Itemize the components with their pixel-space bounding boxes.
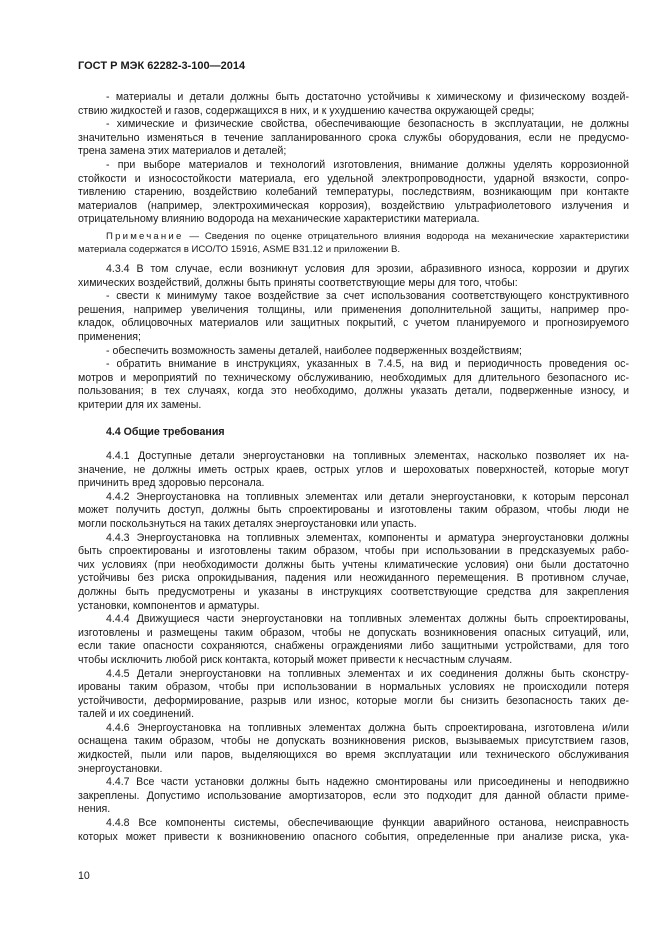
- text-line: которых может привести к возникновению опасного события, определенные при анализе риска, ука-: [78, 830, 629, 843]
- text-line: решения, например увеличения толщины, или применения дополнительной защиты, например про-: [78, 303, 629, 316]
- document-header: ГОСТ Р МЭК 62282-3-100—2014: [78, 60, 246, 72]
- paragraph: [78, 668, 629, 722]
- text-line: стойкости и износостойкости материала, его удельной электропроводности, ударной вязкости, сопро-: [78, 172, 629, 185]
- text-line: критерии для их замены.: [78, 398, 202, 411]
- text-line: ствию жидкостей и газов, содержащихся в них, и к ухудшению качества окружающей среды;: [78, 104, 535, 117]
- text-line: жидкостей, пыли или паров, выделяющихся во время эксплуатации или технического обслуживания: [78, 749, 629, 762]
- paragraph: [78, 358, 629, 412]
- text-line: - при выборе материалов и технологий изготовления, внимание должны уделять коррозионной: [106, 158, 629, 171]
- text-line: значение, не должны иметь острых краев, острых углов и шероховатых поверхностей, которые могут: [78, 463, 629, 476]
- text-line: применения;: [78, 330, 141, 343]
- text-line: - свести к минимуму такое воздействие за счет использования соответствующего конструктивного: [106, 290, 629, 303]
- paragraph: [78, 450, 629, 491]
- text-line: если такие опасности сохраняются, снабжены ограждениями либо защитными устройствами, для того: [78, 640, 629, 653]
- text-line: трена замена этих материалов и деталей;: [78, 145, 287, 158]
- paragraph: [78, 776, 629, 817]
- text-line: устойчивости, деформирование, разрыв или износ, которые могли бы снизить безопасность таких де-: [78, 694, 629, 707]
- text-line: 4.4.1 Доступные детали энергоустановки на топливных элементах, насколько позволяет их на-: [106, 450, 629, 462]
- text-line: 4.4.7 Все части установки должны быть надежно смонтированы или присоединены и неподвижно: [106, 776, 629, 789]
- paragraph: [78, 491, 629, 532]
- text-line: значительно изменяться в течение запланированного срока службы оборудования, если не предусмо-: [78, 131, 629, 144]
- text-line: 4.4.4 Движущиеся части энергоустановки на топливных элементах должны быть спроектированы,: [106, 613, 629, 626]
- text-line: материалов (например, электрохимическая коррозия), воздействию ультрафиолетового излучения и: [78, 199, 629, 212]
- text-line: ированы таким образом, чтобы при использовании в нормальных условиях не происходили потеря: [78, 681, 629, 694]
- text-line: - химические и физические свойства, обеспечивающие безопасность в эксплуатации, не должны: [106, 118, 629, 131]
- text-line: 4.4.8 Все компоненты системы, обеспечивающие функции аварийного останова, неисправность: [106, 817, 629, 830]
- note-label: Примечание: [106, 231, 184, 242]
- paragraph: [78, 118, 629, 159]
- paragraph: [78, 159, 629, 227]
- text-line: устойчивы без риска опрокидывания, падения или неожиданного перемещения. В противном случае,: [78, 572, 629, 585]
- group3: [78, 450, 629, 844]
- text-line: причинить вред здоровью персонала.: [78, 477, 265, 490]
- text-line: может получить доступ, должны быть спроектированы и изготовлены таким образом, чтобы люди не: [78, 504, 629, 517]
- text-line: нения.: [78, 803, 111, 816]
- text-line: 4.4.6 Энергоустановка на топливных элементах должна быть спроектирована, изготовлена и/или: [106, 721, 629, 734]
- note-line-2: материала содержатся в ИСО/ТО 15916, ASME B31.12 и приложении В.: [78, 243, 401, 255]
- text-line: мотров и мероприятий по техническому обслуживанию, необходимых для длительного безопасного ис-: [78, 371, 629, 384]
- text-line: - обратить внимание в инструкциях, указанных в 7.4.5, на вид и периодичность проведения ос-: [106, 358, 629, 371]
- text-line: закреплены. Допустимо использование амортизаторов, если это подходит для данной области приме-: [78, 789, 629, 802]
- paragraph: [78, 290, 629, 344]
- text-line: установки, компонентов и арматуры.: [78, 599, 260, 612]
- note: [78, 231, 629, 256]
- section-heading: 4.4 Общие требования: [106, 426, 225, 438]
- text-line: талей и их соединений.: [78, 708, 195, 721]
- text-line: чтобы исключить любой риск контакта, который может привести к несчастным случаям.: [78, 653, 513, 666]
- text-line: могли поскользнуться на таких деталях энергоустановки или упасть.: [78, 517, 417, 530]
- text-line: 4.4.3 Энергоустановка на топливных элементах, компоненты и арматура энергоустановки должны: [106, 531, 629, 544]
- paragraph: [78, 817, 629, 844]
- note-text-1: — Сведения по оценке отрицательного влияния водорода на механические характеристики: [189, 231, 629, 242]
- text-line: тивлению старению, воздействию колебаний температуры, последствиям, возникающим при контакте: [78, 186, 629, 199]
- text-line: пользования; в тех случаях, когда это необходимо, должны указать детали, подверженные износу, и: [78, 385, 629, 398]
- text-line: изготовлены и размещены таким образом, чтобы не допускать возникновения опасных ситуаций, или,: [78, 626, 629, 639]
- paragraph: [78, 91, 629, 118]
- group1: [78, 91, 629, 227]
- paragraph: [78, 613, 629, 667]
- paragraph: [78, 722, 629, 776]
- paragraph: [78, 263, 629, 290]
- text-line: чих условиях (при необходимости должны быть учтены климатические условия) они были достаточно: [78, 558, 629, 571]
- text-line: 4.4.2 Энергоустановка на топливных элементах или детали энергоустановки, к которым персонал: [106, 490, 629, 503]
- text-line: быть спроектированы и изготовлены таким образом, чтобы при использовании в предсказуемых рабо-: [78, 545, 629, 558]
- paragraph: [78, 532, 629, 614]
- note-line-1: [78, 231, 629, 244]
- text-line: отрицательному влиянию водорода на механические характеристики материала.: [78, 213, 480, 226]
- text-line: - обеспечить возможность замены деталей, наиболее подверженных воздействиям;: [106, 344, 522, 357]
- page-number: 10: [78, 870, 90, 882]
- group2: [78, 263, 629, 413]
- text-line: кладок, облицовочных материалов или защитных покрытий, с учетом планируемого и прогнозируемого: [78, 317, 629, 330]
- text-line: должны быть предусмотрены и указаны в инструкциях соответствующие средства для закрепления: [78, 585, 629, 598]
- text-line: 4.4.5 Детали энергоустановки на топливных элементах и их соединения должны быть сконстру-: [106, 667, 629, 680]
- text-line: химических воздействий, должны быть приняты соответствующие меры для того, чтобы:: [78, 276, 518, 289]
- text-line: 4.3.4 В том случае, если возникнут условия для эрозии, абразивного износа, коррозии и других: [106, 263, 629, 275]
- text-line: - материалы и детали должны быть достаточно устойчивы к химическому и физическому воздей-: [106, 91, 629, 103]
- text-line: оснащена таким образом, чтобы не допускать возникновения рисков, вызываемых присутствием газов,: [78, 735, 629, 748]
- paragraph: [78, 345, 629, 359]
- text-line: энергоустановки.: [78, 762, 163, 775]
